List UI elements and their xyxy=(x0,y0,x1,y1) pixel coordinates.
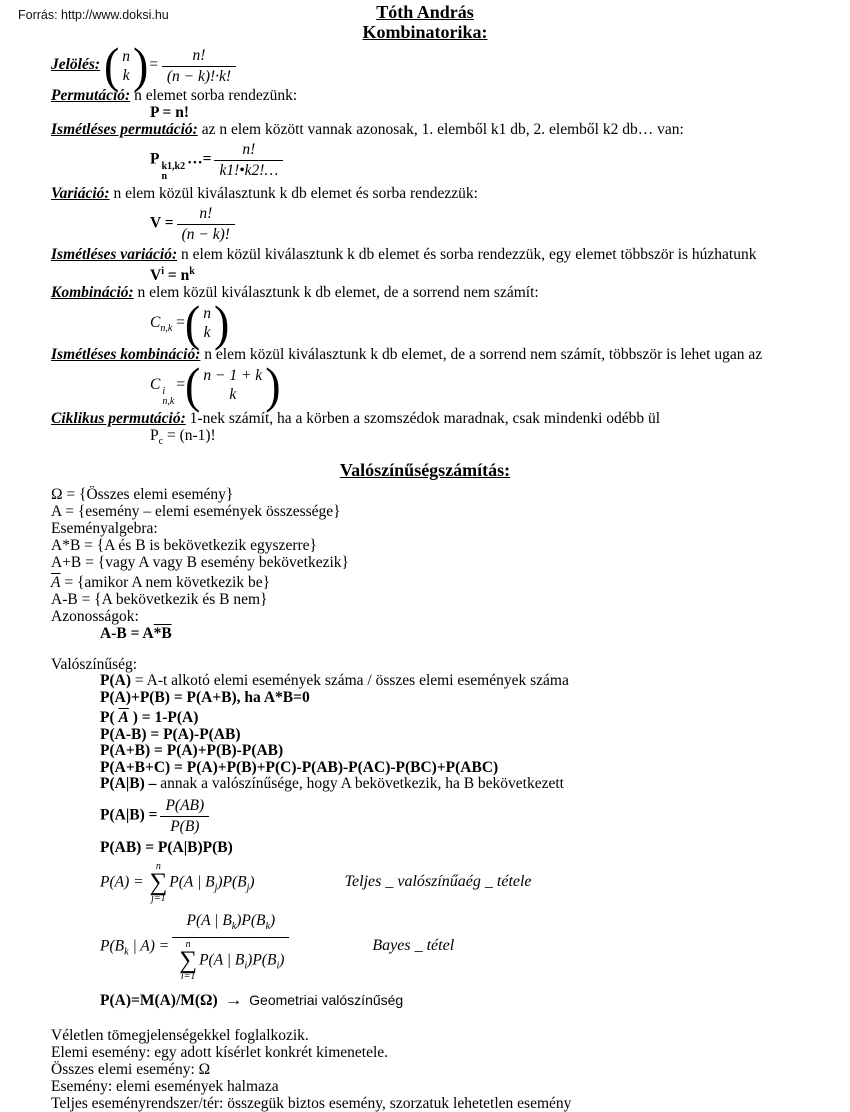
bayes-formula xyxy=(100,912,850,982)
ismetleses-permutacio-formula xyxy=(150,141,850,182)
p-complement-line xyxy=(100,710,850,727)
fraction-denominator: n ∑ i=1 P(A | $B_i)P(B_i)$ xyxy=(179,938,285,982)
fraction-numerator: n! xyxy=(214,141,283,161)
p-add-disjoint-line: P(A)+P(B) = P(A+B), ha A*B=0 xyxy=(100,688,310,706)
variacio-line xyxy=(51,185,850,202)
section-title-valoszinusegszamitas: Valószínűségszámítás: xyxy=(339,460,511,481)
difference-line: A-B = {A bekövetkezik és B nem} xyxy=(51,591,268,609)
equals-sign: = xyxy=(176,313,185,331)
fraction xyxy=(177,205,235,243)
binomial-n1k-k xyxy=(185,357,281,413)
ismetleses-permutacio-line xyxy=(51,121,850,138)
kombinacio-text: n elem közül kiválasztunk k db elemet, de a sorrend nem számít: xyxy=(133,283,539,301)
formula-base: C xyxy=(150,376,161,394)
ciklikus-permutacio-formula xyxy=(150,427,850,450)
valoszinuseg-label: Valószínűség: xyxy=(51,656,138,674)
right-paren: ) xyxy=(133,37,149,94)
p-cond-def-rest: annak a valószínűsége, hogy A bekövetkezik, ha B bekövetkezett xyxy=(156,775,564,793)
jeloles-label: Jelölés: xyxy=(51,56,101,74)
p-complement-pre: P( xyxy=(100,709,119,727)
set-line: A+B = {vagy A vagy B esemény bekövetkezik} xyxy=(51,554,349,572)
sigma-icon: ∑ xyxy=(179,946,198,974)
formula-lhs: P(A) = xyxy=(100,873,144,891)
set-line: Ω = {Összes elemi esemény} xyxy=(51,486,234,504)
formula-sup: i xyxy=(161,265,164,277)
permutacio-line xyxy=(51,87,850,104)
formula-sup2: k xyxy=(189,265,195,277)
ismetleses-variacio-formula xyxy=(150,263,850,284)
geometric-probability-line xyxy=(100,992,850,1009)
formula-sub: n xyxy=(161,170,168,182)
identity-overlined: *B xyxy=(153,625,172,643)
ciklikus-permutacio-text: 1-nek számít, ha a körben a szomszédok maradnak, csak mindenki odébb ül xyxy=(185,410,661,428)
term-end: ) xyxy=(249,873,255,891)
ismetleses-variacio-text: n elem közül kiválasztunk k db elemet és sorba rendezzük, egy elemet többször is húzhatunk xyxy=(177,245,757,263)
right-paren: ) xyxy=(214,295,230,351)
dots-equals: …= xyxy=(187,150,212,168)
sum-operator xyxy=(179,940,197,982)
p-diff-line: P(A-B) = P(A)-P(AB) xyxy=(100,725,241,743)
formula-base2: n xyxy=(180,266,190,284)
binom-bottom: k xyxy=(229,386,237,404)
formula-sup: k1,k2 xyxy=(161,160,186,172)
conditional-probability-formula xyxy=(100,797,850,835)
sum-lower: j=1 xyxy=(151,892,166,904)
section-title-kombinatorika: Kombinatorika: xyxy=(362,22,488,42)
formula-lhs: P(A|B) = xyxy=(100,806,158,824)
p-def-rest: = A-t alkotó elemi események száma / összes elemi események száma xyxy=(131,672,569,690)
permutacio-label: Permutáció: xyxy=(51,87,131,105)
ismetleses-kombinacio-label: Ismétléses kombináció: xyxy=(51,345,201,363)
formula-sub: n,k xyxy=(162,396,175,408)
set-line: A = {esemény – elemi események összessége} xyxy=(51,503,341,521)
theorem-caption: Teljes _ valószínűaég _ tétele xyxy=(344,873,532,891)
p-product-line: P(AB) = P(A|B)P(B) xyxy=(100,838,233,856)
fraction-numerator: P(AB) xyxy=(160,797,209,817)
ciklikus-permutacio-label: Ciklikus permutáció: xyxy=(51,410,186,428)
footer-line: Összes elemi esemény: Ω xyxy=(51,1060,211,1078)
p-definition-line xyxy=(100,673,850,690)
footer-line: Esemény: elemi események halmaza xyxy=(51,1077,279,1095)
sum-lower: i=1 xyxy=(180,970,196,982)
sum-upper: n xyxy=(155,860,161,872)
geometric-formula: P(A)=M(A)/M(Ω) xyxy=(100,991,218,1009)
variacio-text: n elem közül kiválasztunk k db elemet és sorba rendezzük: xyxy=(109,184,478,202)
fraction xyxy=(160,797,209,835)
formula-lhs: V = xyxy=(150,214,174,232)
formula-sup: i xyxy=(162,386,166,398)
set-line: Eseményalgebra: xyxy=(51,520,158,538)
total-probability-formula xyxy=(100,862,850,904)
binomial-n-k xyxy=(184,295,230,351)
binom-top: n xyxy=(203,305,211,323)
term: )P(B xyxy=(217,873,247,891)
permutacio-text: n elemet sorba rendezünk: xyxy=(130,87,298,105)
formula-supsub xyxy=(161,162,185,182)
jeloles-line xyxy=(51,37,850,94)
formula-rest: = (n-1)! xyxy=(163,427,216,445)
left-paren: ( xyxy=(103,37,120,94)
ismetleses-permutacio-label: Ismétléses permutáció: xyxy=(51,121,198,139)
overlined-A: $\overline{A}$ xyxy=(51,574,61,592)
ismetleses-permutacio-text: az n elem között vannak azonosak, 1. elemből k1 db, 2. elemből k2 db… van: xyxy=(197,121,684,139)
identity-formula xyxy=(100,625,850,642)
kombinacio-label: Kombináció: xyxy=(51,283,134,301)
formula-sub: n,k xyxy=(160,323,173,335)
term: P(A | B xyxy=(169,873,215,891)
equals-sign: = xyxy=(148,56,159,74)
ciklikus-permutacio-line xyxy=(51,410,850,427)
variacio-formula xyxy=(150,205,850,243)
formula-lhs2: | A) = xyxy=(128,937,170,955)
fraction-numerator: n! xyxy=(162,47,236,67)
fraction-denominator: (n − k)!·k! xyxy=(166,67,232,85)
theorem-caption: Bayes _ tétel xyxy=(372,937,455,955)
binom-top: n xyxy=(122,47,131,65)
right-paren: ) xyxy=(265,357,281,413)
p-cond-def-bold: P(A|B) – xyxy=(100,775,157,793)
p-union3-line: P(A+B+C) = P(A)+P(B)+P(C)-P(AB)-P(AC)-P(BC)+P(ABC) xyxy=(100,758,499,776)
fraction-numerator: n! xyxy=(177,205,235,225)
fraction-numerator: P(A | $B_k)P(B_k)$ xyxy=(172,912,289,938)
equals-sign: = xyxy=(163,266,181,284)
binom-bottom: k xyxy=(203,324,211,342)
formula-base: V xyxy=(150,266,162,284)
fraction xyxy=(214,141,283,179)
right-arrow-icon: → xyxy=(224,991,243,1009)
formula-lhs: P(B xyxy=(100,937,125,955)
p-complement-post: ) = 1-P(A) xyxy=(128,709,199,727)
permutacio-formula: P = n! xyxy=(150,104,189,122)
ismetleses-kombinacio-text: n elem közül kiválasztunk k db elemet, de a sorrend nem számít, többször is lehet ugan az xyxy=(200,345,763,363)
ismetleses-variacio-line xyxy=(51,246,850,263)
sum-operator xyxy=(149,862,167,904)
overlined-A: $\overline{A}$ xyxy=(118,709,129,727)
kombinacio-line xyxy=(51,284,850,301)
set-line: A*B = {A és B is bekövetkezik egyszerre} xyxy=(51,537,317,555)
term-sub: j xyxy=(246,882,250,894)
azonossagok-label: Azonosságok: xyxy=(51,608,139,626)
kombinacio-formula xyxy=(150,295,850,351)
p-cond-def-line xyxy=(100,776,850,793)
formula-supsub xyxy=(162,387,174,407)
formula-base: P xyxy=(150,150,160,168)
sigma-icon: ∑ xyxy=(149,868,168,896)
ismetleses-variacio-label: Ismétléses variáció: xyxy=(51,245,178,263)
binomial-n-k xyxy=(103,37,149,94)
formula-sub: c xyxy=(158,436,164,448)
binom-top: n − 1 + k xyxy=(203,367,263,385)
p-union2-line: P(A+B) = P(A)+P(B)-P(AB) xyxy=(100,742,284,760)
complement-rest: = {amikor A nem következik be} xyxy=(60,574,271,592)
lhs-sub: k xyxy=(124,946,129,958)
ismetleses-kombinacio-line xyxy=(51,346,850,363)
footer-line: Teljes eseményrendszer/tér: összegük biztos esemény, szorzatuk lehetetlen esemény xyxy=(51,1094,572,1112)
fraction-denominator: P(B) xyxy=(170,817,200,835)
geometric-text: Geometriai valószínűség xyxy=(249,991,404,1008)
author-title: Tóth András xyxy=(376,2,474,22)
fraction-denominator: k1!•k2!… xyxy=(219,162,279,180)
equals-sign: = xyxy=(176,376,186,394)
formula-base: P xyxy=(150,427,159,445)
variacio-label: Variáció: xyxy=(51,184,110,202)
sum-upper: n xyxy=(185,938,191,950)
fraction xyxy=(172,912,289,982)
p-def-bold: P(A) xyxy=(100,672,131,690)
left-paren: ( xyxy=(185,357,201,413)
binom-bottom: k xyxy=(122,66,130,84)
fraction xyxy=(162,47,236,85)
footer-line: Véletlen tömegjelenségekkel foglalkozik. xyxy=(51,1026,309,1044)
footer-line: Elemi esemény: egy adott kísérlet konkrét kimenetele. xyxy=(51,1043,389,1061)
left-paren: ( xyxy=(184,295,201,351)
source-note: Forrás: http://www.doksi.hu xyxy=(18,8,169,22)
ismetleses-kombinacio-formula xyxy=(150,357,850,413)
identity-pre: A-B = A xyxy=(100,625,154,643)
formula-base: C xyxy=(150,313,161,331)
term-sub: j xyxy=(214,882,218,894)
fraction-denominator: (n − k)! xyxy=(181,225,230,243)
complement-line xyxy=(51,574,850,591)
